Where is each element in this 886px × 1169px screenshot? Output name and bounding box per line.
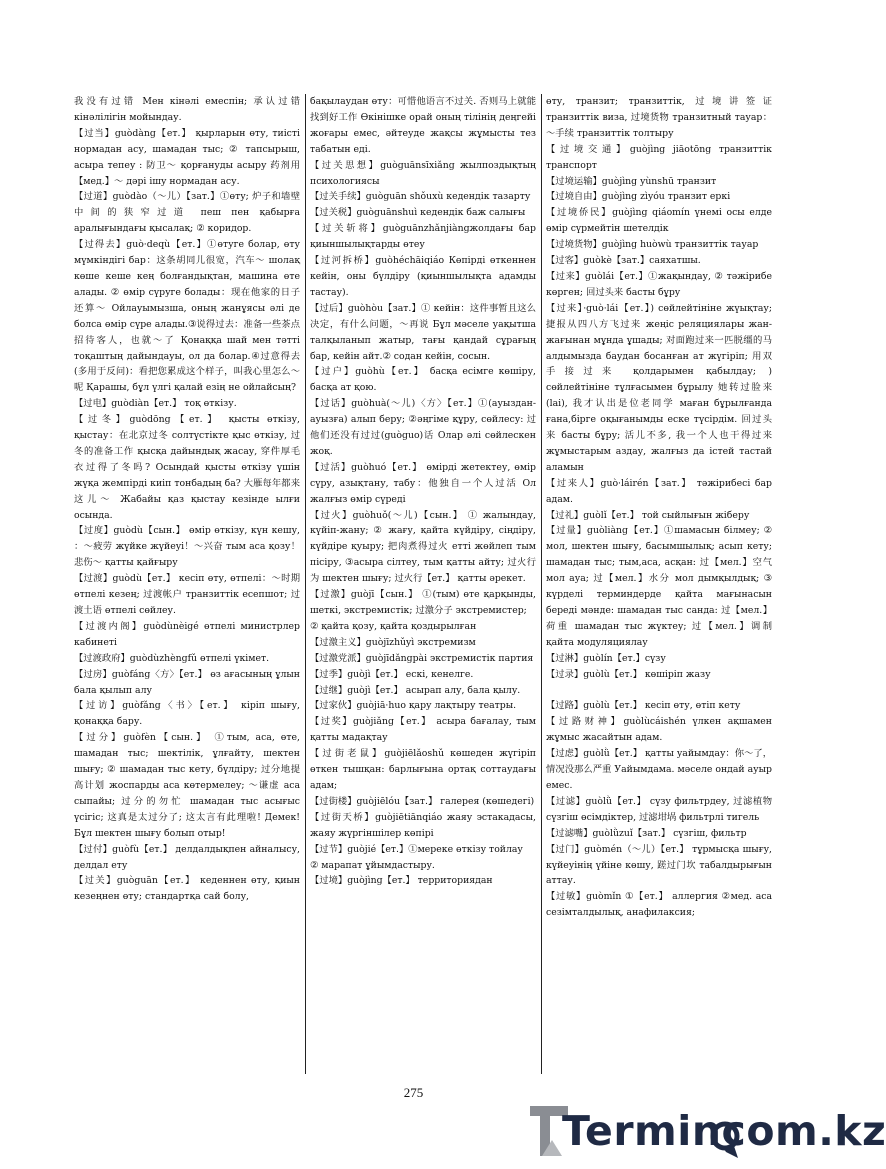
dictionary-entry: 【过激】guòjī【сын.】 ①(тым) өте қарқынды, шеткі, экстремистік; 过激分子 экстремистер; — [310, 589, 536, 616]
dictionary-entry: 【过节】guòjié【ет.】①мерекe өткізу тойлау — [310, 843, 523, 855]
dictionary-entry: 【过录】guòlù【ет.】 көшіріп жазу — [546, 668, 711, 680]
dictionary-entry: 【过街楼】guòjiēlóu【зат.】 галерея (көшедегі) — [310, 795, 535, 807]
dictionary-entry: 【过道】guòdào（～儿）【зат.】①өту; 炉子和墙壁中间的狭窄过道 пеш пен қабырға аралығындағы қысалақ; ② коридор. — [74, 191, 300, 235]
dictionary-entry: 【过关思想】guòguānsīxiǎng жылпоздықтың психологиясы — [310, 159, 536, 187]
dictionary-entry: ② қайта қозу, қайта қоздырылған — [310, 620, 477, 632]
dictionary-entry: 【过继】guòjì【ет.】 асырап алу, бала қылу. — [310, 684, 521, 696]
dictionary-entry: 【过电】guòdiàn【ет.】 тоқ өткізу. — [74, 398, 237, 410]
dictionary-entry: 【过滤嘴】guòlǜzuǐ【зат.】 сүзгіш, фильтр — [546, 827, 747, 839]
dictionary-entry: 【过境货物】guòjìng huòwù транзиттік тауар — [546, 239, 759, 251]
dictionary-entry: 【过冬】guòdōng【ет.】 қысты өткізу, қыстау：在北京过冬 солтүстікте қыс өткізу, 过冬的准备工作 қысқа дайындық жасау, 穿件厚毛衣过得了冬吗? Осындай қысты өткізу үшін жүқа жемпірді киіп тонбадың ба? 大雁每年都来这儿～ Жабайы қаз қыстау кезінде ылғи осында. — [74, 414, 300, 521]
dictionary-entry: 【过滤】guòlǜ【ет.】 сүзу фильтрдеу, 过滤植物 сүзгіш өсімдіктер, 过滤坩埚 фильтрлі тигель — [546, 795, 772, 823]
dictionary-entry: 【过街老鼠】guòjiēlǎoshǔ көшеден жүгіріп өткен тышқан: барлығына ортақ соттаудағы адам; — [310, 748, 536, 791]
dictionary-entry: 【过路】guòlù【ет.】 кесіп өту, өтіп кету — [546, 700, 741, 712]
dictionary-entry: 【过后】guòhòu【зат.】① кейін：这件事暂且这么决定，有什么问题，～再说 Бұл мәселе уақытша талқыланып жатыр, тағы қандай сұрағың бар, кейін айт.② содан кейін, сосын. — [310, 302, 536, 362]
dictionary-entry: 【过渡】guòdù【ет.】 кесіп өту, өтпелі：～时期 өтпелі кезең; 过渡帐户 транзиттік есепшот; 过渡土语 өтпелі сөйлеу. — [74, 573, 300, 616]
logo-text: Termincom.kz — [562, 1107, 886, 1155]
dictionary-entry: 【过境运输】guòjìng yùnshū транзит — [546, 175, 717, 187]
dictionary-entry: 【过量】guòliàng【ет.】①шамасын білмеу; ② мол, шектен шығу, басымшылық; асып кету; шамадан тыс; тым,аса, асқан: 过【мел.】空气 мол ауа; 过【мел.】水分 мол дымқылдық; ③ күрделі терминдерде қайта мағынасын береді мәнде: шамадан тыс санда: 过【мел.】荷重 шамадан тыс жүктеу; 过【мел.】调制 қайта модуляциялау — [546, 525, 772, 648]
dictionary-entry: 【过得去】guò·deqù【ет.】①өтуге болар, өту мүмкіндігі бар：这条胡同儿很宽，汽车～ шолақ көше кеше кең болғандықтан, машина өте алады. ② өмір сүруге болады：现在他家的日子还算～ Ойлауымызша, оның жанұясы әлі де болса өмір сүре алады.③说得过去：准备一些茶点招待客人，也就～了 Қонаққа шай мен тәтті тоқаштың дайындауы, ол да болар.④过意得去(多用于反问)：看把您累成这个样子，叫我心里怎么～呢 Қарашы, бұл үлгі қалай езің не ойлайсың? — [74, 239, 300, 394]
dictionary-entry: 【过来】·guò·lái【ет.】) сөйлейтініне жүықтау; 捷报从四八方飞过来 жеңіс реляциялары жан-жағынан мұнда ұшады; 对面跑过来一匹脱缰的马 алдымызда баудан босанған ат жүгіріп; 用双手接过来 қолдарымен қабылдау; ) сөйлейтініне тұлғасымен бұрылу 她转过脸来(lai), 我才认出是位老同学 маған бұрылғанда ғана,бірге оқығанымды еске түсірдім. 回过头来 басты бұру; 活儿不多, 我一个人也干得过来 жұмыстарым аздау, жалғыз да істей тастай аламын — [546, 302, 772, 473]
dictionary-entry: 【过季】guòjì【ет.】 ескі, кенелге. — [310, 668, 474, 680]
dictionary-entry: 【过境侨民】guòjìng qiáomín үнемі осы елде өмір сүрмейтін шетелдік — [546, 207, 772, 235]
dictionary-entry: 【过奖】guòjiǎng【ет.】 асыра бағалау, тым қатты мадақтау — [310, 716, 536, 744]
column-middle — [310, 94, 536, 1074]
dictionary-entry: 【过访】guòfǎng〈书〉【ет.】 кіріп шығу, қонаққа бару. — [74, 700, 300, 728]
dictionary-page — [74, 94, 778, 1074]
column-divider — [305, 94, 306, 1074]
dictionary-entry: ② марапат ұйымдастыру. — [310, 859, 435, 871]
dictionary-entry: 【过虑】guòlǜ【ет.】 қатты уайымдау：你～了，情况没那么严重 Уайымдама. мәселе ондай ауыр емес. — [546, 748, 772, 791]
dictionary-entry: 【过户】guòhù【ет.】 басқа есімге көшіру, басқа ат қою. — [310, 366, 536, 394]
dictionary-entry: 【过境自由】guòjìng zìyóu транзит еркі — [546, 191, 731, 203]
termincom-logo[interactable] — [522, 1100, 886, 1162]
dictionary-entry: 【过活】guòhuó【ет.】 өмірді жетектеу, өмір сүру, азықтану, табу：他独自一个人过活 Ол жалғыз өмір сүреді — [310, 461, 536, 505]
dictionary-entry: 【过河拆桥】guòhéchāiqiáo Көпірді өткеннен кейін, оны бүлдіру (қиыншылықта адамды тастау). — [310, 255, 536, 298]
dictionary-entry: 【过路财神】guòlùcáishén үлкен ақшамен жұмыс жасайтын адам. — [546, 716, 772, 744]
dictionary-entry: 【过火】guòhuǒ(～儿)【сын.】 ① жалындау, күйіп-жану; ② жағу, қайта күйдіру, сіңдіру, күйдіре қуыру; 把肉煮得过火 етті жөйлеп тым пісіру, ③асыра сілтеу, тым қатты айту; 过火行为 шектен шығу; 过火行【ет.】 қатты әрекет. — [310, 509, 536, 585]
dictionary-entry: 【过境】guòjìng【ет.】 территориядан — [310, 875, 493, 887]
dictionary-entry: 【过关手续】guòguān shǒuxù кедендік тазарту — [310, 191, 531, 203]
dictionary-entry: 【过激主义】guòjīzhǔyì экстремизм — [310, 636, 476, 648]
dictionary-entry: 【过来人】guò·láirén【зат.】 тәжірибесі бар адам. — [546, 477, 772, 505]
dictionary-entry: 【过房】guòfáng〈方〉【ет.】 өз ағасының ұлын бала қылып алу — [74, 668, 300, 696]
dictionary-entry: 【过关税】guòguānshuì кедендік баж салығы — [310, 207, 526, 219]
dictionary-entry: 【过礼】guòlǐ【ет.】 той сыйлығын жіберу — [546, 509, 750, 521]
dictionary-entry: 【过付】guòfù【ет.】 делдалдықпен айналысу, делдал ету — [74, 843, 300, 871]
dictionary-entry: 我没有过错 Мен кінәлі емеспін; 承认过错 кінәлілігін мойындау. — [74, 96, 300, 123]
column-right — [546, 94, 772, 1074]
page-number: 275 — [403, 1085, 424, 1100]
dictionary-entry: өту, транзит; транзиттік, 过境讲签证 транзиттік виза, 过境货物 транзитный тауар：～手续 транзиттік толтыру — [546, 96, 772, 139]
dictionary-entry: 【过敏】guòmǐn ①【ет.】 аллергия ②мед. аса сезімталдылық, анафилаксия; — [546, 891, 772, 919]
dictionary-entry: бақылаудан өту：可惜他语言不过关. 否则马上就能找到好工作 Өкінішке орай оның тілінің деңгейі жоғары емес, әйтеуде жақсы жұмысты тез табатын еді. — [310, 96, 536, 155]
dictionary-entry: 【过话】guòhuà(～儿)〈方〉【ет.】①(ауыздан-ауызға) алып беру; ②әңгіме құру, сөйлесу: 过他们还没有过过(guòguo)话 Олар әлі сөйлескен жоқ. — [310, 398, 536, 457]
dictionary-entry: 【过当】guòdàng【ет.】 қырларын өту, тиісті нормадан асу, шамадан тыс; ② тапсырыш, асыра тепеу : 防卫～ қорғануды асыру 药剂用【мед.】～ дәрі ішу нормадан асу. — [74, 127, 300, 187]
dictionary-entry: 【过分】guòfèn【сын.】 ①тым, аса, өте, шамадан тыс; шектілік, ұлғайту, шектен шығу; ② шамадан тыс кету, бүлдіру; 过分地提高计划 жоспарды аса көтермелеу; ～谦虚 аса сыпайы; 过分的勿忙 шамадан тыс асығыс үсігіс; 这真是太过分了; 这太言有此理啦! Демек! Бұл шектен шығу болып отыр! — [74, 732, 300, 839]
dictionary-entry: 【过客】guòkè【зат.】саяхатшы. — [546, 255, 701, 267]
dictionary-entry: 【过街天桥】guòjiētiānqiáo жаяу эстакадасы, жаяу жүргіншілер көпірі — [310, 811, 536, 839]
dictionary-entry: 【过度】guòdù【сын.】 өмір өткізу, күн кешу, ：～疲劳 жүйке жүйеуі！～兴奋 тым аса қозу！悲伤～ қатты қайғыру — [74, 525, 300, 569]
dictionary-entry: 【过境交通】guòjìng jiāotōng транзиттік транспорт — [546, 143, 772, 171]
dictionary-entry: 【过来】guòlái【ет.】①жақындау, ② тәжірибе көрген; 回过头来 басты бұру — [546, 270, 772, 298]
dictionary-entry: 【过淋】guòlín【ет.】сүзу — [546, 652, 666, 664]
dictionary-entry: 【过关斩将】guòguānzhǎnjiàngжолдағы бар қиыншылықтарды өтеу — [310, 223, 536, 251]
column-left — [74, 94, 300, 1074]
dictionary-entry: 【过门】guòmén（～儿）【ет.】 тұрмысқа шығу, күйеуінің үйіне көшу, 蹉过门坎 табалдырығын аттау. — [546, 843, 772, 887]
dictionary-entry: 【过激党派】guòjīdǎngpài экстремистік партия — [310, 652, 534, 664]
column-divider — [541, 94, 542, 1074]
dictionary-entry: 【过渡内阁】guòdùnèigé өтпелі министрлер кабинеті — [74, 620, 300, 648]
dictionary-entry: 【过家伙】guòjiā·huo қару лақтыру театры. — [310, 700, 517, 712]
dictionary-entry — [546, 683, 772, 699]
dictionary-entry: 【过渡政府】guòdùzhèngfǔ өтпелі үкімет. — [74, 652, 270, 664]
dictionary-entry: 【过关】guòguān【ет.】 кеденнен өту, қиын кезеңнен өту; стандартқа сай болу, — [74, 875, 300, 903]
